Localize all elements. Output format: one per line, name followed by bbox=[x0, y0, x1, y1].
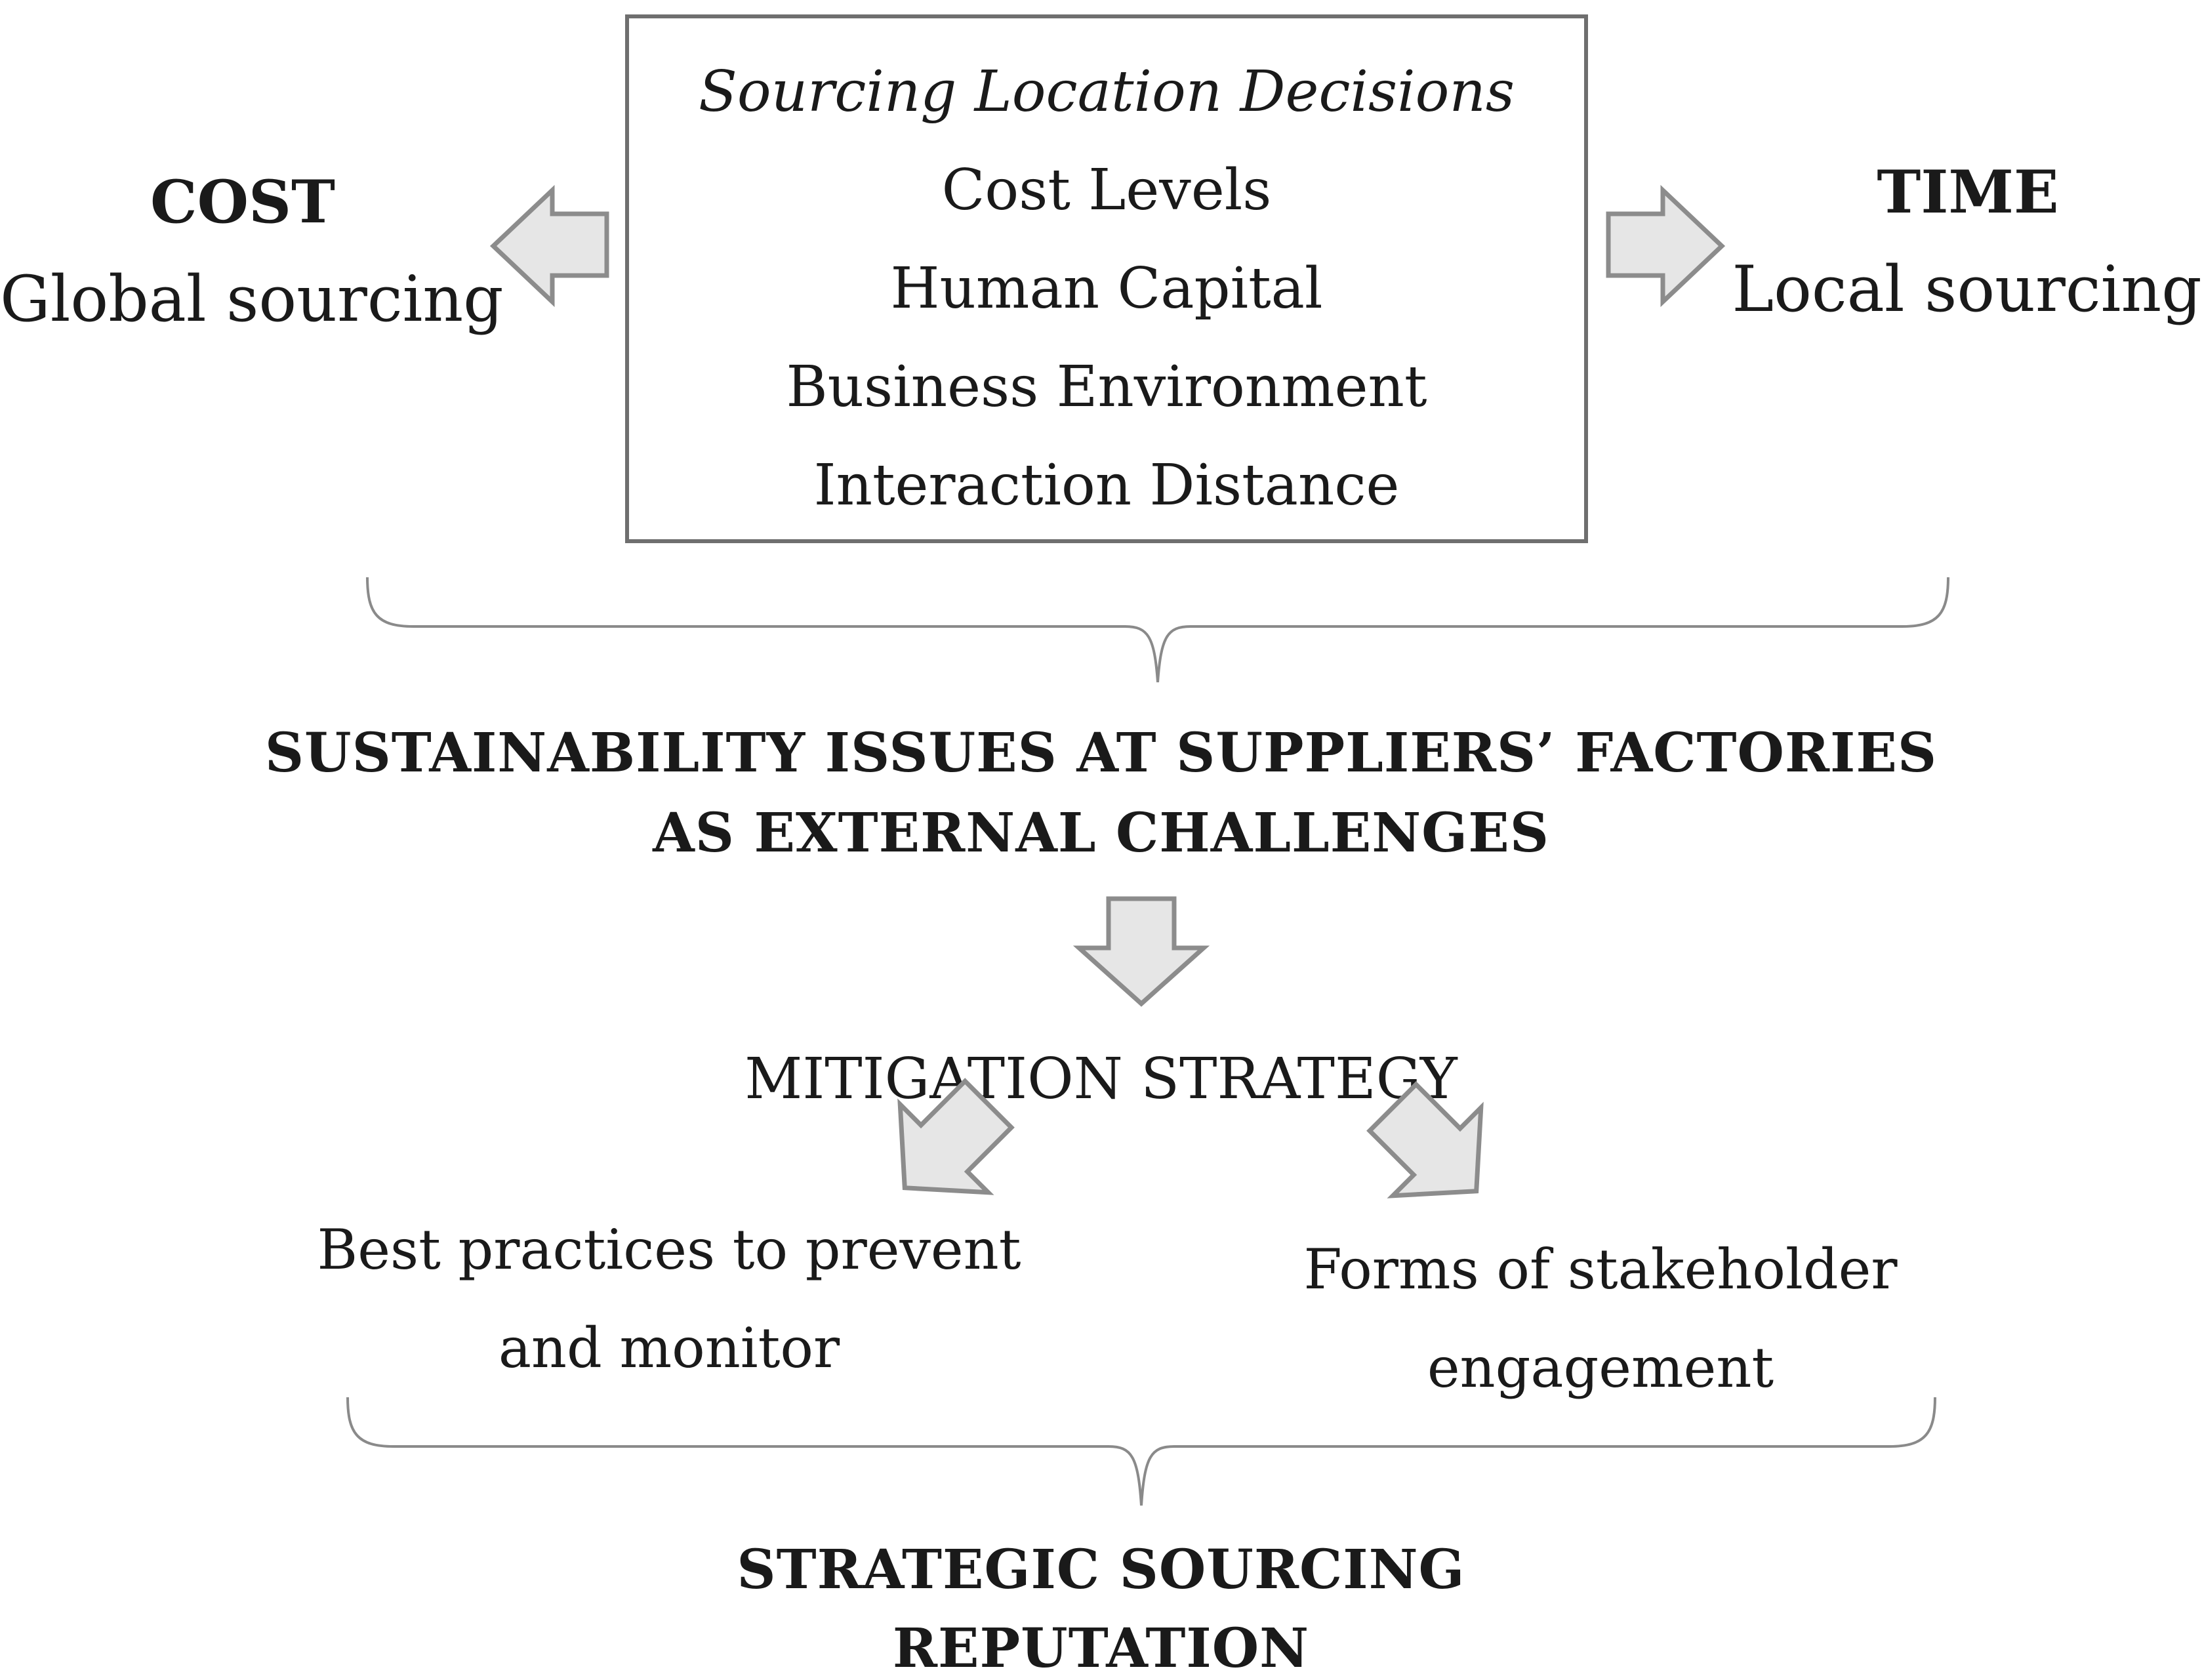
best-practices-line-2: and monitor bbox=[498, 1316, 840, 1380]
down-left-arrow-icon bbox=[861, 1060, 1032, 1232]
time-heading: TIME bbox=[1877, 157, 2059, 227]
factor-business-environment: Business Environment bbox=[786, 354, 1427, 420]
right-arrow-icon bbox=[1608, 190, 1722, 302]
stakeholder-line-1: Forms of stakeholder bbox=[1303, 1237, 1898, 1301]
down-arrow-icon bbox=[1079, 899, 1204, 1004]
global-sourcing-label: Global sourcing bbox=[0, 262, 504, 336]
upper-brace bbox=[367, 577, 1948, 682]
stakeholder-line-2: engagement bbox=[1427, 1336, 1774, 1400]
outcome-line-2: REPUTATION bbox=[892, 1617, 1310, 1680]
left-arrow-icon bbox=[493, 190, 607, 302]
factor-human-capital: Human Capital bbox=[890, 256, 1323, 321]
box-title: Sourcing Location Decisions bbox=[699, 59, 1515, 125]
best-practices-line-1: Best practices to prevent bbox=[317, 1218, 1021, 1282]
outcome-line-1: STRATEGIC SOURCING bbox=[737, 1538, 1465, 1601]
challenges-line-1: SUSTAINABILITY ISSUES AT SUPPLIERS’ FACTORIES bbox=[264, 722, 1938, 785]
challenges-line-2: AS EXTERNAL CHALLENGES bbox=[653, 802, 1549, 865]
factor-interaction-distance: Interaction Distance bbox=[813, 453, 1400, 518]
cost-heading: COST bbox=[150, 167, 335, 237]
local-sourcing-label: Local sourcing bbox=[1732, 253, 2202, 326]
factor-cost-levels: Cost Levels bbox=[941, 157, 1272, 223]
mitigation-strategy-label: MITIGATION STRATEGY bbox=[744, 1046, 1458, 1112]
lower-brace bbox=[348, 1397, 1935, 1506]
down-right-arrow-icon bbox=[1349, 1063, 1520, 1235]
